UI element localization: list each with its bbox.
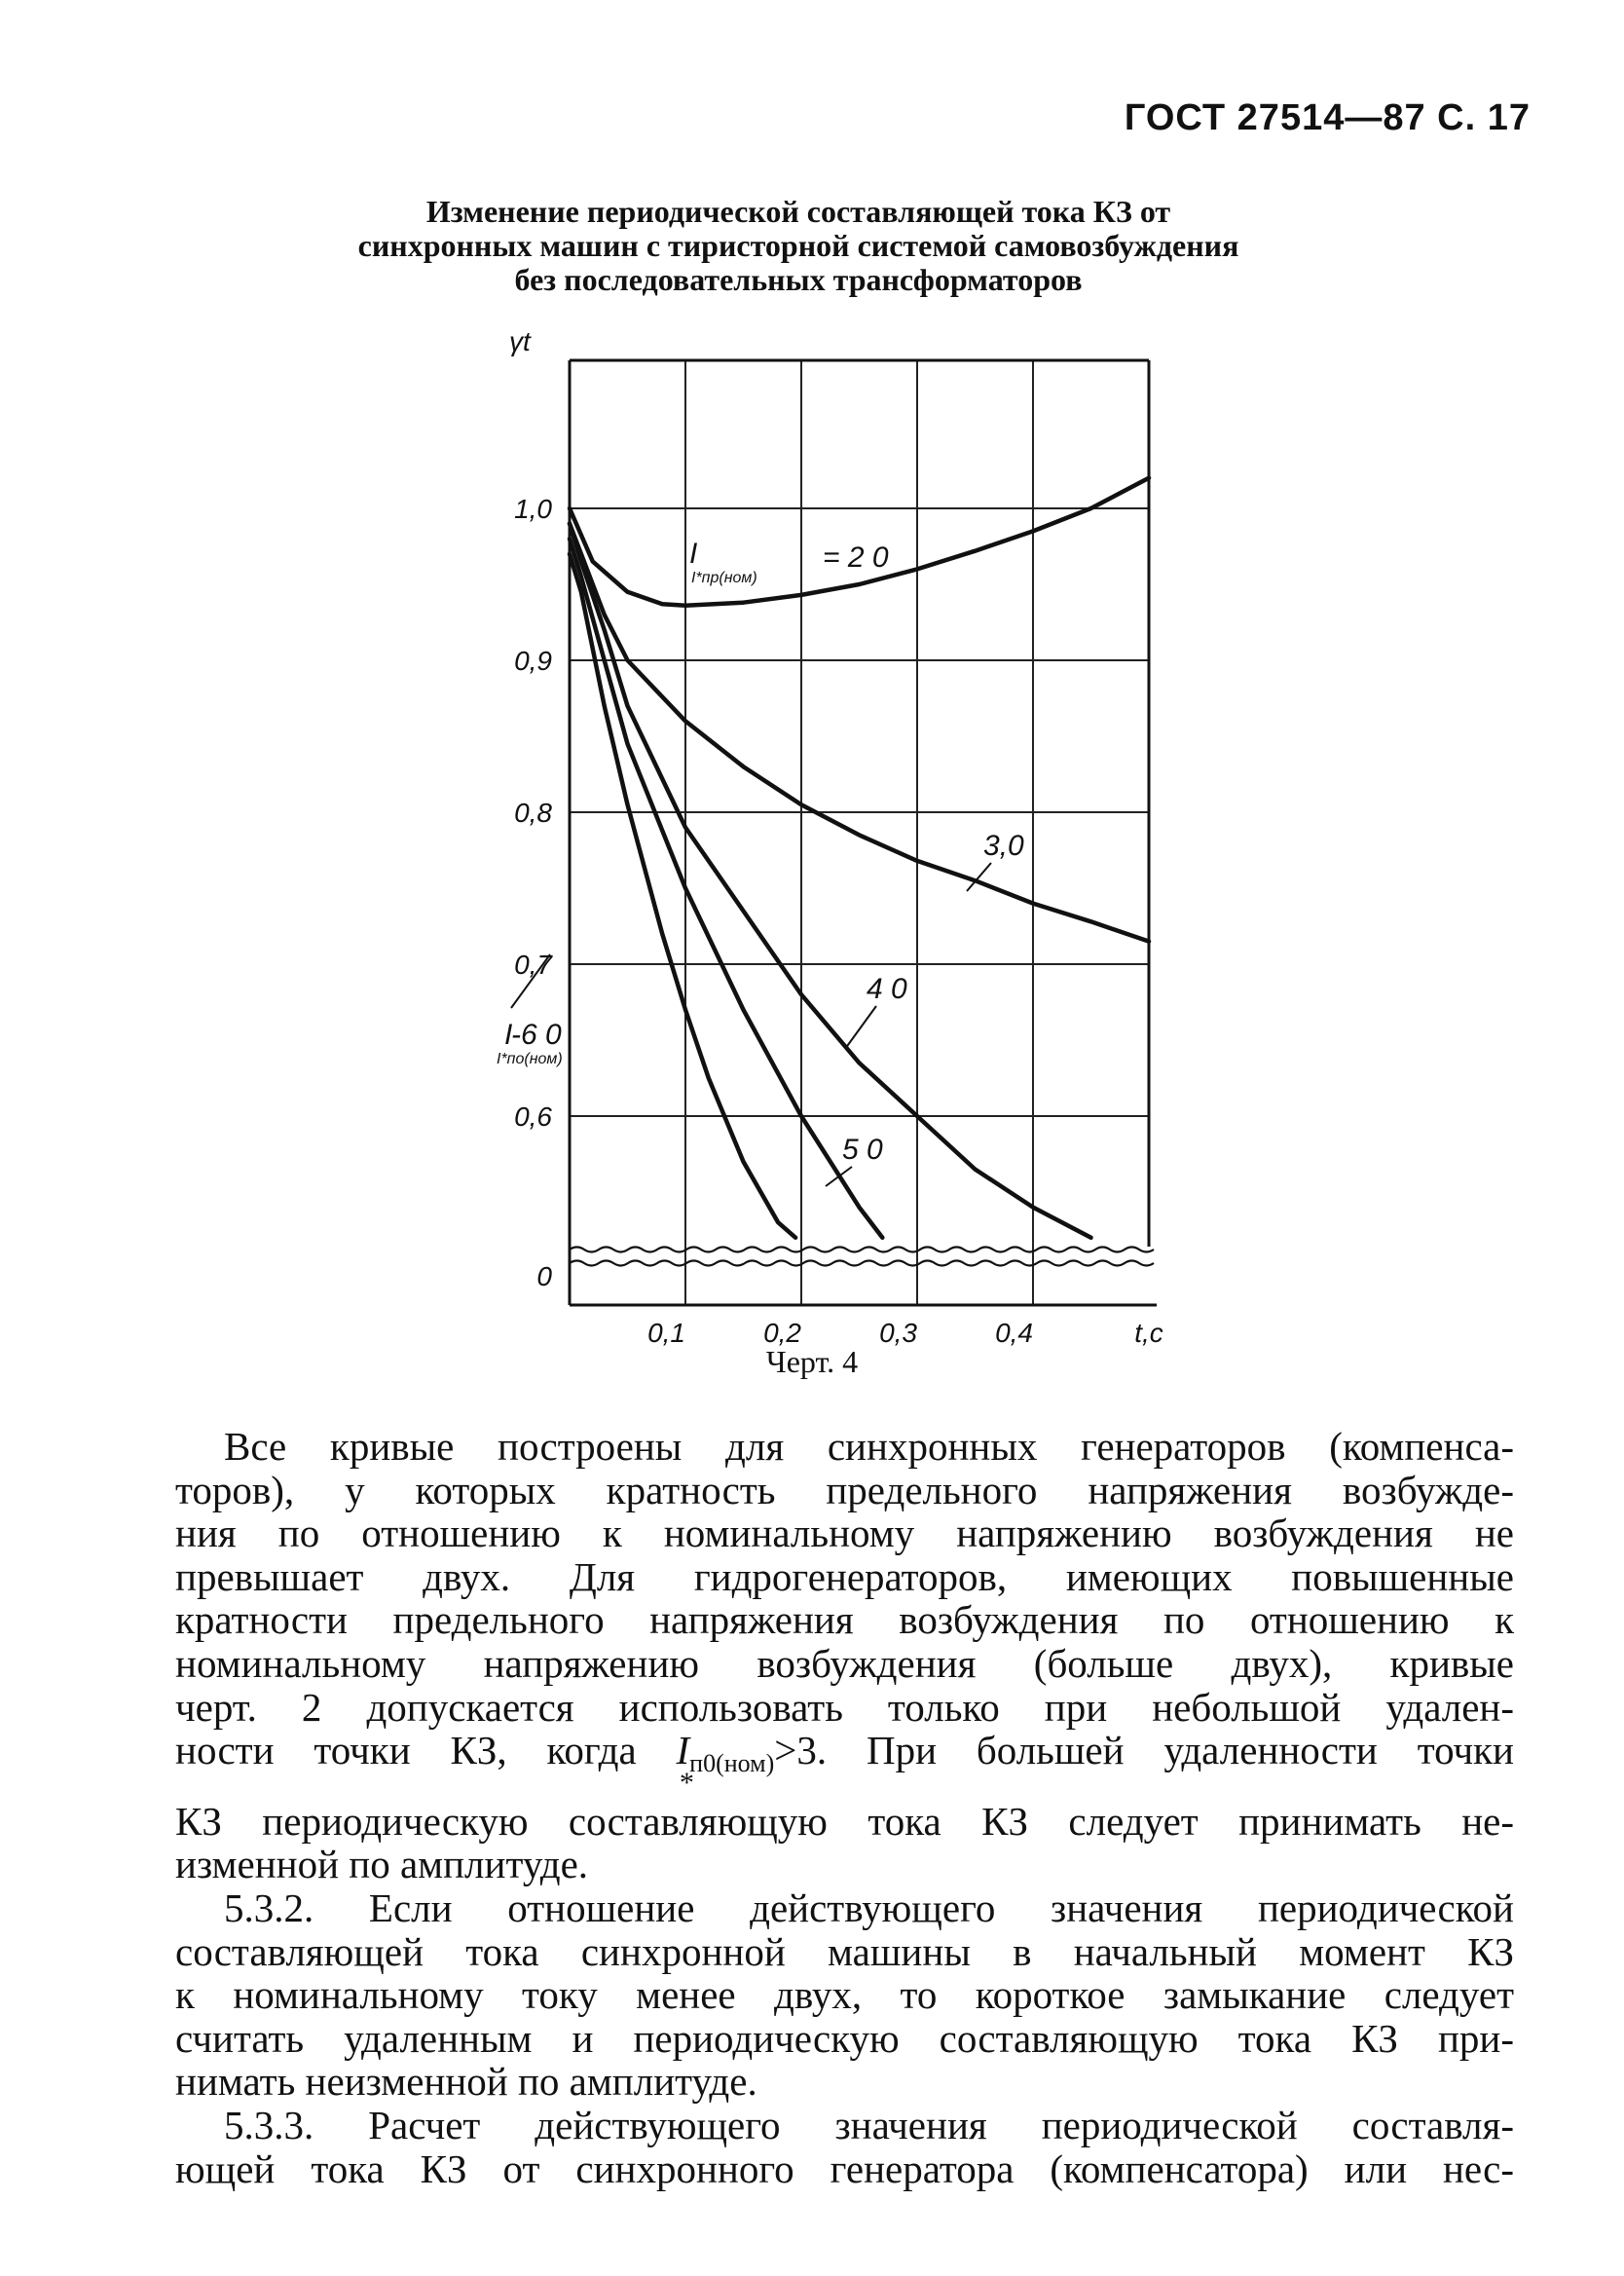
x-axis-label: t,c: [1134, 1318, 1163, 1348]
y-tick-label: 0,8: [514, 798, 552, 828]
curve-label-leader: [826, 1167, 852, 1186]
curve-label: 3,0: [983, 830, 1024, 862]
text-line: 5.3.3. Расчет действующего значения периодической составля-: [224, 2102, 1514, 2147]
x-tick-label: 0,3: [879, 1318, 917, 1348]
y-tick-label: 1,0: [514, 494, 552, 524]
figure-title: [273, 195, 1324, 297]
text-line: составляющей тока синхронной машины в начальный момент КЗ: [175, 1928, 1514, 1974]
figure-title-line: без последовательных трансформаторов: [514, 262, 1083, 297]
formula-symbol: I *: [677, 1729, 690, 1772]
curve-label: 5 0: [842, 1134, 883, 1166]
text-line: к номинальному току менее двух, то короткое замыкание следует: [175, 1972, 1514, 2018]
text-line: ющей тока КЗ от синхронного генератора (компенсатора) или нес-: [175, 2145, 1514, 2191]
axis-break-line: [570, 1248, 1154, 1252]
x-tick-label: 0,1: [647, 1318, 685, 1348]
text-line: КЗ периодическую составляющую тока КЗ следует принимать не-: [175, 1798, 1514, 1844]
x-tick-label: 0,2: [763, 1318, 801, 1348]
curve-label: = 2 0: [823, 541, 889, 574]
text-fragment: ности точки КЗ, когда: [175, 1728, 677, 1773]
gamma-t-chart: [458, 321, 1198, 1348]
text-fragment: >3. При большей удаленности точки: [774, 1728, 1514, 1773]
text-line: 5.3.2. Если отношение действующего значения периодической: [224, 1884, 1514, 1930]
text-line: нимать неизменной по амплитуде.: [175, 2059, 757, 2105]
x-tick-label: 0,4: [995, 1318, 1033, 1348]
formula-subscript: п0(ном): [689, 1749, 775, 1778]
curve-label-subscript: I*по(ном): [497, 1051, 563, 1067]
curve-label-leader: [845, 1006, 876, 1049]
y-tick-label: 0,6: [514, 1101, 552, 1132]
figure-caption: Черт. 4: [765, 1344, 859, 1379]
text-line: номинальному напряжению возбуждения (больше двух), кривые: [175, 1640, 1514, 1686]
curve-label-symbol: I: [504, 1019, 513, 1051]
text-line: кратности предельного напряжения возбуждения по отношению к: [175, 1597, 1514, 1643]
y-tick-label: 0,9: [514, 646, 552, 676]
text-line: считать удаленным и периодическую составляющую тока КЗ при-: [175, 2015, 1514, 2061]
page-header: ГОСТ 27514—87 С. 17: [1124, 97, 1531, 138]
text-line: торов), у которых кратность предельного напряжения возбужде-: [175, 1467, 1514, 1512]
text-line: превышает двух. Для гидрогенераторов, имеющих повышенные: [175, 1553, 1514, 1599]
curve-label-symbol: I: [689, 538, 698, 570]
text-line: Все кривые построены для синхронных генераторов (компенса-: [224, 1424, 1514, 1469]
figure-title-line: Изменение периодической составляющей тока КЗ от: [425, 194, 1171, 229]
curve-label-subscript: I*пр(ном): [691, 570, 757, 586]
text-line: черт. 2 допускается использовать только при небольшой удален-: [175, 1684, 1514, 1730]
y-axis-label: γt: [509, 326, 531, 356]
curve-label: -6 0: [511, 1019, 562, 1051]
text-line: изменной по амплитуде.: [175, 1842, 589, 1887]
text-line: ния по отношению к номинальному напряжению возбуждения не: [175, 1511, 1514, 1556]
curve-label: 4 0: [867, 973, 907, 1005]
y-tick-label: 0,7: [514, 950, 552, 980]
axis-break-line: [570, 1261, 1154, 1266]
figure-title-line: синхронных машин с тиристорной системой самовозбуждения: [357, 228, 1239, 263]
text-line-formula: [175, 1728, 1514, 1778]
zero-label: 0: [536, 1261, 552, 1291]
body-text: [175, 1425, 1514, 2190]
